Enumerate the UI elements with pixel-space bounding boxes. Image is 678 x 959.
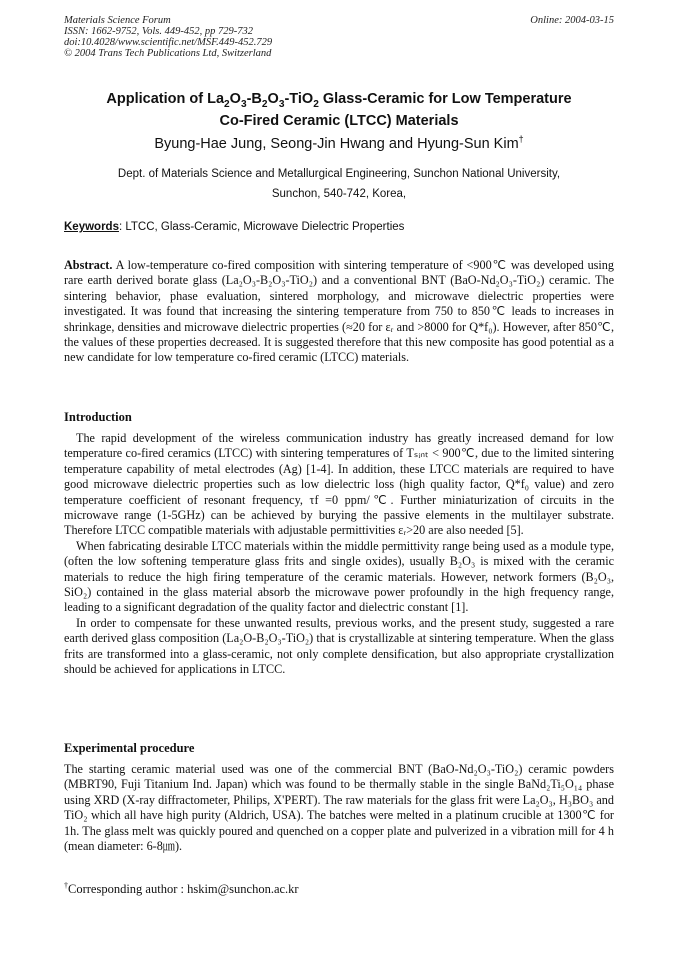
abstract-text: A low-temperature co-fired composition with sintering temperature of <900℃ was developed using rare earth derived borate glass (La₂O₃-B₂O₃-TiO₂) and a conventional BNT (BaO-Nd₂O₃-TiO₂) ceramic. The sintering behavior, phase evaluation, sintered morphology, and microwave dielectric properties were investigated. It was found that increasing the sintering temperature from 750 to 850℃ leads to increases in shrinkage, densities and microwave dielectric properties (≈20 for εᵣ and >8000 for Q*f₀). However, after 850℃, the values of these properties decreased. It is suggested therefore that this new composite has good potential as a new candidate for low temperature co-fired ceramic (LTCC) materials. [64,258,614,365]
doi-line: doi:10.4028/www.scientific.net/MSF.449-452.729 [64,37,273,48]
issn-line: ISSN: 1662-9752, Vols. 449-452, pp 729-732 [64,26,253,37]
copyright-line: © 2004 Trans Tech Publications Ltd, Switzerland [64,48,272,59]
keywords-label: Keywords [64,221,119,233]
keywords [64,221,614,233]
affiliation-line-1: Dept. of Materials Science and Metallurgical Engineering, Sunchon National University, [117,168,561,180]
affiliation-line-2: Sunchon, 540-742, Korea, [271,188,407,200]
affiliation [64,164,614,204]
abstract-label: Abstract. [64,258,113,272]
title-line-1: Application of $La_2O_3-B_2O_3-TiO_2$ Glass-Ceramic for Low Temperature [106,91,572,110]
online-date: Online: 2004-03-15 [530,15,614,26]
introduction-heading: Introduction [64,410,132,424]
title-line-2: Co-Fired Ceramic (LTCC) Materials [219,113,459,129]
author-list [64,136,614,152]
journal-name: Materials Science Forum [64,15,171,26]
author-names: Byung-Hae Jung, Seong-Jin Hwang and Hyung-Sun Kim [154,136,519,152]
publication-header [64,15,272,59]
introduction-body [64,431,614,678]
intro-paragraph-3: In order to compensate for these unwanted results, previous works, and the present study, suggested a rare earth derived glass composition (La₂O-B₂O₃-TiO₂) that is crystallizable at sintering temperature. When the glass frits are transformed into a glass-ceramic, not only complete densification, but also appropriate crystallization should be achieved for applications in LTCC. [64,615,614,677]
experimental-paragraph-1: The starting ceramic material used was one of the commercial BNT (BaO-Nd₂O₃-TiO₂) ceramic powders (MBRT90, Fuji Titanium Ind. Japan) which was found to be thermally stable in the single BaNd₂Ti₅O₁₄ phase using XRD (X-ray diffractometer, Philips, X'PERT). The raw materials for the glass frit were La₂O₃, H₃BO₃ and TiO₂ which all have high purity (Aldrich, USA). The batches were melted in a platinum crucible at 1300℃ for 1h. The glass melt was quickly poured and quenched on a copper plate and pulverized in a vibration mill for 4 h (mean diameter: 6-8㎛). [64,762,614,854]
corresponding-mark: † [518,134,524,145]
experimental-body [64,762,614,854]
footnote-text: Corresponding author : hskim@sunchon.ac.kr [68,882,299,896]
footnote-mark: † [64,880,68,890]
keywords-text: : LTCC, Glass-Ceramic, Microwave Dielectric Properties [118,221,405,233]
paper-title [64,88,614,132]
experimental-heading: Experimental procedure [64,741,195,755]
intro-paragraph-2: When fabricating desirable LTCC materials within the middle permittivity range being used as a module type, (often the low softening temperature glass frits and single oxides), usually B₂O₃ is mixed with the ceramic materials to reduce the high firing temperature of the ceramic materials. However, network formers (B₂O₃, SiO₂) contained in the glass material absorb the microwave power profoundly in the high frequency range, leading to a significant degradation of the quality factor and dielectric constant [1]. [64,538,614,615]
abstract [64,258,614,366]
intro-paragraph-1: The rapid development of the wireless communication industry has greatly increased demand for low temperature co-fired ceramics (LTCC) with sintering temperatures of Tₛᵢₙₜ < 900℃, due to the limited sintering temperature capability of metal electrodes (Ag) [1-4]. In addition, these LTCC materials are required to have good microwave dielectric properties such as low dielectric loss (high quality factor, Q*f₀ value) and zero temperature coefficient of resonant frequency, τf =0 ppm/℃. Further miniaturization of circuits in the microwave range (1-5GHz) can be achieved by burying the passive elements in the multilayer substrate. Therefore LTCC compatible materials with adjustable permittivities εᵣ>20 are also needed [5]. [64,431,614,538]
footnote [64,882,299,897]
